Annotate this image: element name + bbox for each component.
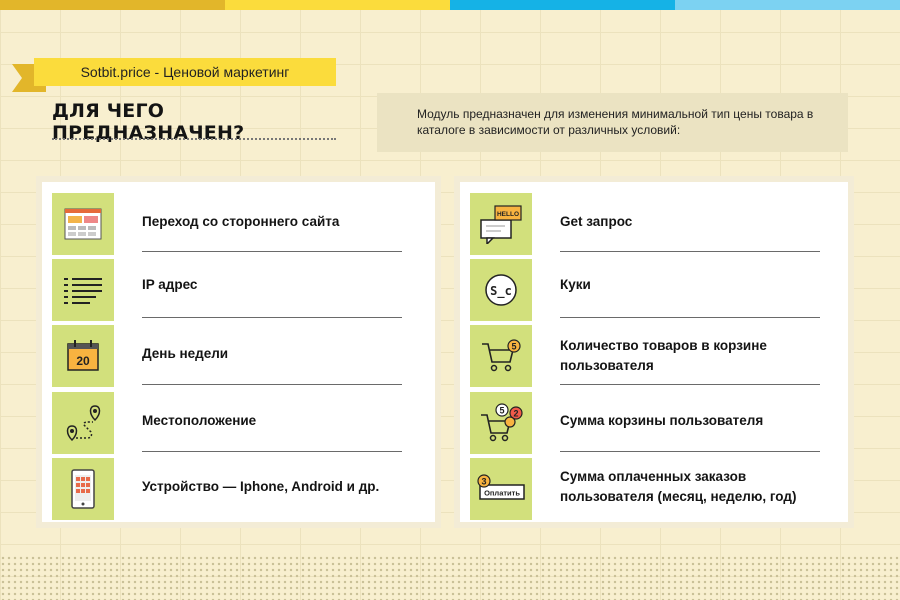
- row-divider: [560, 384, 820, 385]
- list-item: [52, 458, 402, 520]
- bottom-dot-pattern: [0, 555, 900, 600]
- row-divider: [560, 317, 820, 318]
- list-item: [52, 392, 402, 454]
- top-bar-segment: [675, 0, 900, 10]
- hello-text: HELLO: [496, 211, 520, 218]
- top-bar-segment: [0, 0, 225, 10]
- cookie-icon: [470, 259, 532, 321]
- list-item-label: Get запрос: [560, 214, 633, 229]
- list-item-label: IP адрес: [142, 277, 198, 292]
- ribbon-label: Sotbit.price - Ценовой маркетинг: [34, 58, 336, 86]
- list-item-label: Сумма оплаченных заказов пользователя (месяц, неделю, год): [560, 469, 797, 504]
- cart-count-icon: [470, 325, 532, 387]
- list-item-label: Сумма корзины пользователя: [560, 413, 764, 428]
- list-item: [470, 458, 820, 520]
- list-item: [470, 259, 820, 321]
- list-item: [52, 193, 402, 255]
- page-title: ДЛЯ ЧЕГО ПРЕДНАЗНАЧЕН?: [52, 100, 245, 144]
- list-item: [470, 392, 820, 454]
- right-conditions-panel: [460, 182, 848, 522]
- top-bar-segment: [450, 0, 675, 10]
- pay-button-text: Оплатить: [484, 488, 520, 498]
- row-divider: [142, 451, 402, 452]
- list-item: [52, 259, 402, 321]
- calendar-date: 20: [76, 354, 90, 368]
- list-item-label: Местоположение: [142, 413, 257, 428]
- top-bar-segment: [225, 0, 450, 10]
- location-pin-icon: [52, 392, 114, 454]
- description-text: Модуль предназначен для изменения минимальной тип цены товара в каталоге в зависимости от различных условий:: [417, 107, 814, 137]
- list-item: [470, 325, 820, 387]
- title-underline: [52, 138, 336, 140]
- row-divider: [560, 251, 820, 252]
- row-divider: [560, 451, 820, 452]
- cart-count-badge: 5: [511, 341, 517, 352]
- left-conditions-panel: [42, 182, 435, 522]
- list-item-label: Устройство — Iphone, Android и др.: [142, 479, 380, 494]
- list-icon: [52, 259, 114, 321]
- device-icon: [52, 458, 114, 520]
- row-divider: [142, 384, 402, 385]
- calendar-icon: [52, 325, 114, 387]
- website-icon: [52, 193, 114, 255]
- speech-bubble-icon: [470, 193, 532, 255]
- list-item-label: Куки: [560, 277, 591, 292]
- list-item: [470, 193, 820, 255]
- cart-sum-icon: [470, 392, 532, 454]
- list-item-label: День недели: [142, 346, 229, 361]
- description-box: [377, 93, 848, 152]
- paid-orders-icon: [470, 458, 532, 520]
- row-divider: [142, 251, 402, 252]
- paid-orders-badge: 3: [481, 476, 487, 487]
- list-item: [52, 325, 402, 387]
- cookie-text: S_c: [490, 284, 512, 298]
- list-item-label: Количество товаров в корзине пользователя: [560, 338, 767, 373]
- cart-sum-badge-a: 5: [499, 405, 505, 416]
- cart-sum-badge-b: 2: [513, 408, 519, 419]
- top-color-bar: [0, 0, 900, 10]
- row-divider: [142, 317, 402, 318]
- list-item-label: Переход со стороннего сайта: [142, 214, 340, 229]
